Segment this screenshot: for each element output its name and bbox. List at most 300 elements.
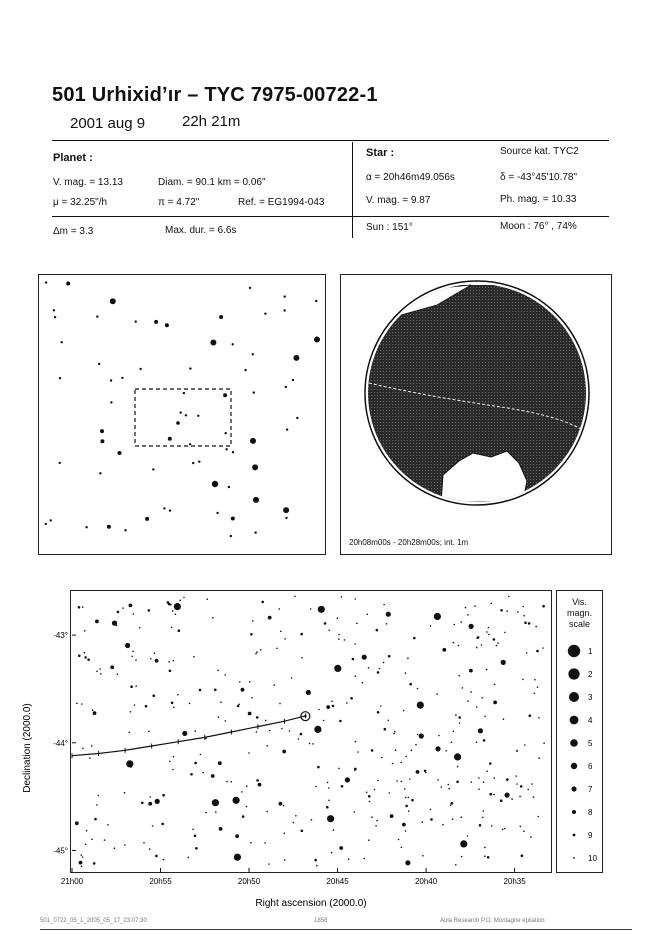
chart-star (139, 627, 141, 629)
chart-star (405, 797, 407, 799)
chart-star (273, 684, 275, 686)
chart-star (377, 671, 380, 674)
chart-star (301, 830, 304, 833)
chart-star (195, 847, 198, 850)
chart-star (398, 839, 400, 841)
chart-star (235, 834, 239, 838)
chart-star (411, 799, 414, 802)
chart-star (484, 855, 486, 857)
chart-star (154, 652, 156, 654)
chart-star (93, 862, 96, 865)
chart-star (377, 711, 380, 714)
finder-star (225, 448, 227, 450)
source-catalog: Source kat. TYC2 (500, 146, 579, 157)
chart-star (256, 716, 259, 719)
chart-star (212, 617, 214, 619)
legend-title-2: magn. (566, 608, 592, 618)
chart-star (458, 675, 460, 677)
chart-star (493, 701, 497, 705)
chart-star (178, 629, 181, 632)
chart-star (78, 606, 81, 609)
chart-star (364, 858, 366, 860)
table-mid-rule (52, 216, 609, 217)
chart-star (453, 642, 455, 644)
chart-star (352, 658, 355, 661)
x-tick-label: 20h35 (503, 877, 526, 886)
chart-star (368, 667, 370, 669)
star-delta: δ = -43°45'10.78" (500, 172, 578, 183)
chart-star (182, 731, 187, 736)
chart-star (145, 705, 148, 708)
chart-star (511, 798, 513, 800)
chart-star (241, 688, 245, 692)
chart-star (453, 731, 455, 733)
chart-star (99, 668, 101, 670)
chart-star (205, 812, 207, 814)
chart-star (104, 839, 106, 841)
chart-star (284, 638, 286, 640)
chart-star (537, 686, 539, 688)
chart-star (417, 734, 419, 736)
chart-star (328, 800, 330, 802)
finder-star (285, 517, 287, 519)
chart-star (454, 753, 461, 760)
chart-star (84, 652, 86, 654)
finder-star (165, 323, 169, 327)
chart-star (155, 855, 158, 858)
finder-star (96, 315, 98, 317)
chart-star (354, 768, 357, 771)
finder-star (283, 309, 285, 311)
legend-mag-label: 9 (588, 831, 593, 840)
chart-star (366, 792, 368, 794)
chart-star (266, 745, 268, 747)
chart-star (177, 694, 179, 696)
chart-star (293, 822, 295, 824)
legend-mag-label: 8 (588, 808, 593, 817)
chart-star (362, 682, 364, 684)
chart-star (93, 711, 97, 715)
chart-star (339, 846, 343, 850)
chart-star (148, 802, 152, 806)
chart-star (482, 817, 484, 819)
chart-star (95, 620, 99, 624)
chart-star (462, 687, 464, 689)
footer-left: 501_0722_05_1_2005_05_17_23:07:30 (40, 918, 147, 924)
chart-star (493, 794, 495, 796)
chart-star (456, 781, 459, 784)
chart-star (128, 732, 130, 734)
finder-star (152, 468, 154, 470)
finder-star (285, 386, 287, 388)
chart-star (168, 661, 170, 663)
finder-bright-star (212, 481, 218, 487)
chart-star (392, 763, 394, 765)
chart-star (110, 665, 114, 669)
legend-mag-symbol (573, 857, 575, 859)
finder-star (192, 462, 194, 464)
finder-star (45, 523, 47, 525)
chart-star (301, 657, 303, 659)
chart-star (91, 745, 93, 747)
chart-star (476, 742, 478, 744)
chart-star (516, 783, 518, 785)
chart-star (173, 707, 175, 709)
chart-star (84, 630, 86, 632)
chart-star (474, 605, 476, 607)
chart-star (173, 756, 175, 758)
globe-map (341, 275, 610, 553)
chart-star (497, 642, 499, 644)
chart-star (133, 613, 135, 615)
chart-star (522, 606, 524, 608)
chart-star (445, 750, 447, 752)
chart-star (332, 705, 335, 708)
finder-star (124, 529, 126, 531)
chart-star (231, 781, 233, 783)
table-divider (352, 142, 353, 238)
chart-star (92, 709, 94, 711)
chart-star (131, 656, 133, 658)
chart-star (430, 818, 433, 821)
legend-mag-label: 5 (588, 739, 593, 748)
chart-star (294, 596, 296, 598)
chart-star (448, 788, 450, 790)
chart-star (368, 795, 371, 798)
planet-heading: Planet : (53, 152, 93, 164)
chart-star (416, 770, 420, 774)
chart-star (327, 815, 334, 822)
chart-star (524, 744, 526, 746)
planet-mu: μ = 32.25"/h (53, 197, 108, 208)
chart-star (404, 788, 406, 790)
planet-vmag: V. mag. = 13.13 (53, 177, 123, 188)
chart-star (493, 638, 496, 641)
chart-star (419, 733, 424, 738)
finder-star (249, 287, 251, 289)
finder-star (189, 443, 191, 445)
x-tick-label: 20h50 (237, 877, 261, 886)
chart-star (276, 648, 278, 650)
chart-star (478, 777, 480, 779)
chart-star (202, 772, 204, 774)
max-duration: Max. dur. = 6.6s (165, 225, 237, 236)
chart-star (130, 685, 133, 688)
chart-star (250, 842, 252, 844)
asteroid-track (72, 716, 306, 756)
chart-star (279, 802, 283, 806)
chart-star (134, 704, 136, 706)
chart-star (162, 794, 165, 797)
chart-star (107, 824, 109, 826)
chart-star (451, 742, 453, 744)
chart-star (522, 679, 524, 681)
chart-star (386, 623, 388, 625)
chart-star (383, 662, 385, 664)
finder-star (59, 462, 61, 464)
chart-star (452, 818, 454, 820)
chart-star (298, 738, 300, 740)
finder-star (168, 437, 172, 441)
chart-star (284, 859, 286, 861)
chart-star (268, 863, 270, 865)
legend-mag-symbol (573, 834, 576, 837)
chart-star (149, 796, 151, 798)
chart-star (437, 779, 439, 781)
chart-star (491, 825, 493, 827)
chart-star (478, 788, 480, 790)
finder-star (283, 507, 289, 513)
chart-star (256, 651, 258, 653)
finder-star (252, 464, 258, 470)
chart-star (376, 820, 378, 822)
moon-info: Moon : 76° , 74% (500, 221, 577, 232)
chart-star (79, 861, 83, 865)
finder-star (99, 472, 101, 474)
finder-star (231, 517, 235, 521)
chart-star (311, 819, 313, 821)
chart-star (441, 786, 443, 788)
chart-star (129, 604, 133, 608)
chart-star (389, 792, 391, 794)
chart-star (375, 825, 377, 827)
chart-star (471, 781, 473, 783)
finder-star (85, 526, 87, 528)
chart-star (457, 766, 459, 768)
chart-star (167, 601, 170, 604)
chart-star (124, 844, 126, 846)
finder-star (183, 392, 185, 394)
chart-star (219, 827, 223, 831)
finder-star (189, 367, 191, 369)
chart-star (388, 655, 391, 658)
chart-star (442, 648, 446, 652)
chart-star (81, 703, 83, 705)
chart-star (114, 847, 116, 849)
chart-star (505, 793, 510, 798)
finder-star (225, 432, 227, 434)
chart-star (318, 709, 320, 711)
chart-star (169, 670, 172, 673)
chart-star (310, 608, 312, 610)
x-tick-label: 20h55 (149, 877, 172, 886)
legend-mag-symbol (569, 692, 579, 702)
chart-star (424, 770, 427, 773)
globe-panel (340, 274, 612, 555)
chart-star (81, 865, 83, 867)
chart-star (327, 782, 329, 784)
chart-star (218, 716, 220, 718)
finder-star (98, 363, 100, 365)
chart-star (537, 816, 539, 818)
finder-star (110, 298, 116, 304)
finder-star (314, 337, 320, 343)
chart-star (490, 603, 492, 605)
chart-star (506, 610, 508, 612)
chart-star (124, 792, 126, 794)
chart-star (84, 656, 87, 659)
y-axis-label: Declination (2000.0) (22, 703, 33, 793)
chart-star (465, 607, 467, 609)
chart-star (442, 824, 444, 826)
chart-star (534, 693, 536, 695)
legend-mag-symbol (571, 786, 576, 791)
chart-star (328, 630, 330, 632)
chart-star (517, 611, 519, 613)
chart-star (542, 647, 544, 649)
chart-star (400, 762, 402, 764)
finder-chart-panel (38, 274, 326, 555)
chart-star (256, 731, 258, 733)
chart-star (193, 656, 195, 658)
finder-star (286, 428, 288, 430)
chart-star (337, 617, 339, 619)
finder-star (264, 313, 266, 315)
finder-star (315, 300, 317, 302)
chart-star (527, 789, 529, 791)
chart-star (281, 728, 283, 730)
legend-mag-symbol (570, 739, 578, 747)
chart-star (390, 814, 394, 818)
finder-star (250, 438, 256, 444)
chart-star (436, 693, 438, 695)
chart-star (488, 627, 490, 629)
chart-star (220, 701, 222, 703)
chart-star (430, 809, 432, 811)
chart-star (435, 746, 440, 751)
chart-star (371, 816, 373, 818)
chart-star (459, 722, 461, 724)
chart-star (374, 789, 376, 791)
chart-star (171, 627, 173, 629)
chart-star (402, 823, 406, 827)
chart-star (225, 720, 227, 722)
chart-star (153, 694, 156, 697)
chart-star (269, 730, 271, 732)
finder-star (169, 509, 171, 511)
chart-star (376, 629, 379, 632)
finder-star (100, 429, 104, 433)
chart-star (486, 770, 488, 772)
chart-star (148, 609, 151, 612)
chart-star (328, 787, 330, 789)
chart-star (98, 795, 100, 797)
finder-star (223, 393, 227, 397)
chart-star (306, 690, 311, 695)
y-tick-label: -44° (53, 738, 68, 748)
chart-star (467, 835, 469, 837)
finder-star (45, 281, 47, 283)
chart-star (255, 653, 257, 655)
globe-caption: 20h08m00s - 20h28m00s; int. 1m (349, 538, 469, 547)
chart-star (461, 816, 463, 818)
chart-star (542, 605, 545, 608)
chart-star (478, 728, 483, 733)
chart-star (341, 785, 344, 788)
chart-star (481, 644, 483, 646)
chart-star (405, 830, 407, 832)
finder-star (244, 369, 246, 371)
chart-star (175, 613, 177, 615)
chart-star (367, 614, 369, 616)
chart-star (543, 742, 545, 744)
chart-star (536, 650, 539, 653)
legend-mag-symbol (568, 645, 580, 657)
chart-star (377, 780, 379, 782)
chart-star (312, 743, 314, 745)
legend-mag-label: 7 (588, 785, 593, 794)
chart-star (248, 752, 250, 754)
chart-star (355, 598, 357, 600)
chart-star (200, 754, 202, 756)
chart-star (451, 802, 454, 805)
chart-star (261, 601, 264, 604)
chart-star (405, 805, 408, 808)
chart-star (476, 637, 478, 639)
delta-mag: Δm = 3.3 (53, 226, 94, 237)
chart-star (143, 842, 145, 844)
chart-star (496, 645, 498, 647)
chart-star (417, 688, 419, 690)
chart-star (172, 610, 174, 612)
chart-star (489, 762, 492, 765)
chart-star (214, 689, 217, 692)
chart-star (503, 718, 505, 720)
finder-target-star (176, 421, 180, 425)
chart-star (96, 804, 98, 806)
chart-star (356, 623, 358, 625)
chart-star (338, 768, 340, 770)
chart-star (471, 670, 473, 672)
chart-star (453, 624, 455, 626)
finder-star (228, 486, 230, 488)
finder-star (61, 341, 63, 343)
legend-mag-label: 10 (588, 854, 597, 863)
chart-star (520, 826, 522, 828)
legend-mag-symbol (568, 668, 579, 679)
chart-star (534, 679, 536, 681)
chart-star (152, 825, 154, 827)
event-time: 22h 21m (182, 113, 241, 130)
legend-mag-label: 3 (588, 693, 593, 702)
chart-star (345, 777, 350, 782)
chart-star (187, 857, 189, 859)
chart-star (381, 757, 383, 759)
planet-diam: Diam. = 90.1 km = 0.06" (158, 177, 266, 188)
chart-star (523, 831, 525, 833)
chart-star (504, 828, 506, 830)
chart-star (467, 614, 469, 616)
y-tick-label: -43° (53, 631, 68, 641)
chart-star (239, 681, 241, 683)
chart-star (395, 749, 397, 751)
legend-mag-label: 1 (588, 647, 593, 656)
chart-star (334, 665, 341, 672)
chart-star (479, 824, 482, 827)
chart-star (96, 671, 98, 673)
chart-star (114, 621, 117, 624)
planet-ref: Ref. = EG1994-043 (238, 197, 325, 208)
chart-star (409, 778, 411, 780)
chart-star (318, 606, 325, 613)
chart-star (135, 659, 137, 661)
chart-star (179, 600, 181, 602)
chart-star (476, 706, 478, 708)
chart-star (520, 785, 523, 788)
finder-star (53, 309, 55, 311)
chart-star (346, 702, 348, 704)
sun-elongation: Sun : 151° (366, 222, 413, 233)
